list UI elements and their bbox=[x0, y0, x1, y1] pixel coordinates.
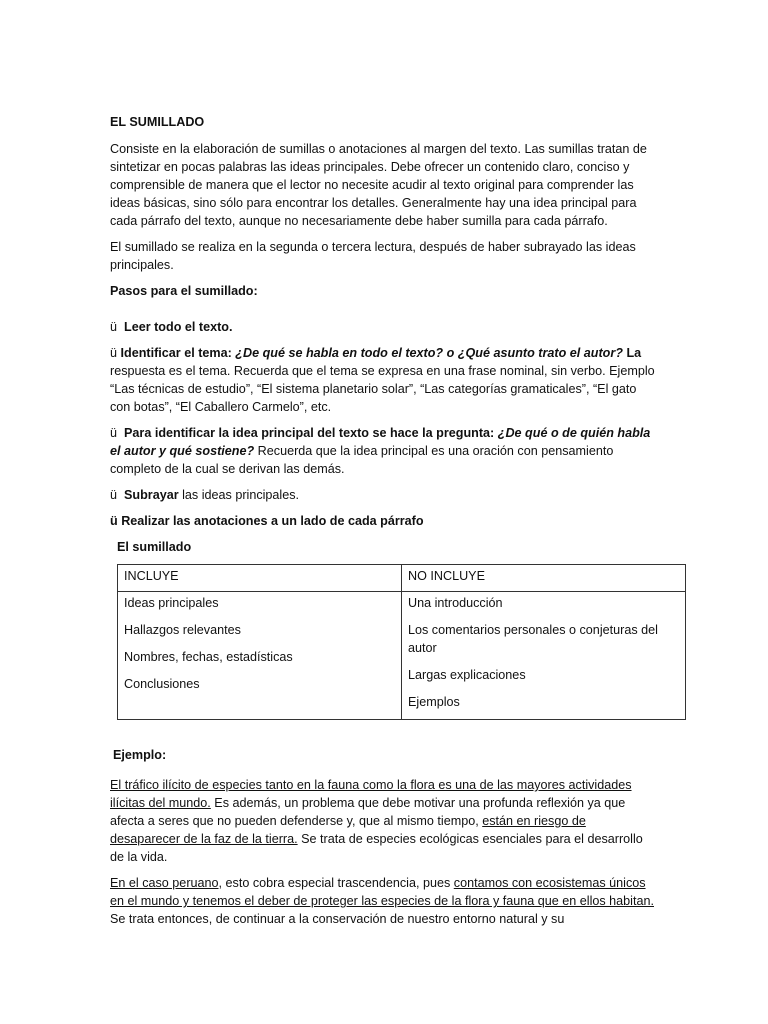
cell-incluye bbox=[118, 592, 402, 720]
document-body bbox=[110, 113, 658, 936]
example-paragraph-1 bbox=[110, 776, 658, 866]
list-item: Largas explicaciones bbox=[408, 668, 526, 682]
header-no-incluye: NO INCLUYE bbox=[402, 565, 686, 592]
plain-text: Se trata de especies ecológicas esenciales para el desarrollo de la vida. bbox=[110, 832, 643, 864]
list-item: Ideas principales bbox=[124, 596, 219, 610]
step-3 bbox=[110, 424, 658, 478]
plain-text: Se trata entonces, de continuar a la conservación de nuestro entorno natural y su bbox=[110, 912, 565, 926]
list-item: Ejemplos bbox=[408, 695, 460, 709]
step-2 bbox=[110, 344, 658, 416]
underlined-text: En el caso peruano bbox=[110, 876, 219, 890]
list-item: Los comentarios personales o conjeturas del autor bbox=[408, 623, 658, 655]
document-title: EL SUMILLADO bbox=[110, 115, 205, 129]
step-5 bbox=[110, 512, 658, 530]
step-4-bold: Subrayar bbox=[124, 488, 179, 502]
list-item: Nombres, fechas, estadísticas bbox=[124, 650, 293, 664]
step-4 bbox=[110, 486, 658, 504]
step-5-text: Realizar las anotaciones a un lado de cada párrafo bbox=[121, 514, 424, 528]
sumillado-table bbox=[117, 564, 686, 720]
underlined-text: El tráfico ilícito de especies tanto en la fauna como la flora es una de las mayores actividades ilícitas del mundo. bbox=[110, 778, 632, 810]
header-incluye: INCLUYE bbox=[118, 565, 402, 592]
underlined-text: contamos con ecosistemas únicos en el mundo y tenemos el deber de proteger las especies de la flora y fauna que en ellos habitan. bbox=[110, 876, 654, 908]
cell-no-incluye bbox=[402, 592, 686, 720]
step-1 bbox=[110, 318, 658, 336]
table-caption: El sumillado bbox=[117, 540, 192, 554]
plain-text: Es además, un problema que debe motivar una profunda reflexión ya que afecta a seres que no pueden defenderse y, que al mismo tiempo, bbox=[110, 796, 626, 828]
table-header-row bbox=[118, 565, 686, 592]
example-paragraph-2 bbox=[110, 874, 658, 928]
paragraph-definition: Consiste en la elaboración de sumillas o anotaciones al margen del texto. Las sumillas tratan de sintetizar en pocas palabras las ideas principales. Debe ofrecer un contenido claro, conciso y comprensible de manera que el lector no necesite acudir al texto original para comprender las ideas básicas, sino sólo para encontrar los detalles. Generalmente hay una idea principal para cada párrafo del texto, aunque no necesariamente debe haber sumilla para cada párrafo. bbox=[110, 142, 647, 228]
bullet-glyph: ü bbox=[110, 346, 118, 360]
paragraph-when: El sumillado se realiza en la segunda o tercera lectura, después de haber subrayado las ideas principales. bbox=[110, 240, 636, 272]
list-item: Una introducción bbox=[408, 596, 503, 610]
plain-text: , esto cobra especial trascendencia, pues bbox=[218, 876, 454, 890]
underlined-text: están en riesgo de desaparecer de la faz de la tierra. bbox=[110, 814, 586, 846]
step-1-text: Leer todo el texto. bbox=[124, 320, 233, 334]
step-2-bold: Identificar el tema: bbox=[120, 346, 232, 360]
bullet-glyph: ü bbox=[110, 514, 118, 528]
list-item: Hallazgos relevantes bbox=[124, 623, 241, 637]
step-3-question: ¿De qué o de quién habla el autor y qué sostiene? bbox=[110, 426, 651, 458]
bullet-glyph: ü bbox=[110, 426, 118, 440]
step-2-la: La bbox=[626, 346, 642, 360]
list-item: Conclusiones bbox=[124, 677, 200, 691]
step-2-rest: respuesta es el tema. Recuerda que el tema se expresa en una frase nominal, sin verbo. Ejemplo “Las técnicas de estudio”, “El sistema planetario solar”, “Las categorías gramaticales”, “El gato con botas”, “El Caballero Carmelo”, etc. bbox=[110, 364, 655, 414]
step-4-rest: las ideas principales. bbox=[182, 488, 300, 502]
bullet-glyph: ü bbox=[110, 488, 118, 502]
bullet-glyph: ü bbox=[110, 320, 118, 334]
steps-heading: Pasos para el sumillado: bbox=[110, 284, 258, 298]
step-3-bold: Para identificar la idea principal del texto se hace la pregunta: bbox=[124, 426, 495, 440]
step-2-question: ¿De qué se habla en todo el texto? o ¿Qué asunto trato el autor? bbox=[235, 346, 623, 360]
step-3-rest: Recuerda que la idea principal es una oración con pensamiento completo de la cual se derivan las demás. bbox=[110, 444, 614, 476]
table-row bbox=[118, 592, 686, 720]
example-heading: Ejemplo: bbox=[113, 748, 167, 762]
